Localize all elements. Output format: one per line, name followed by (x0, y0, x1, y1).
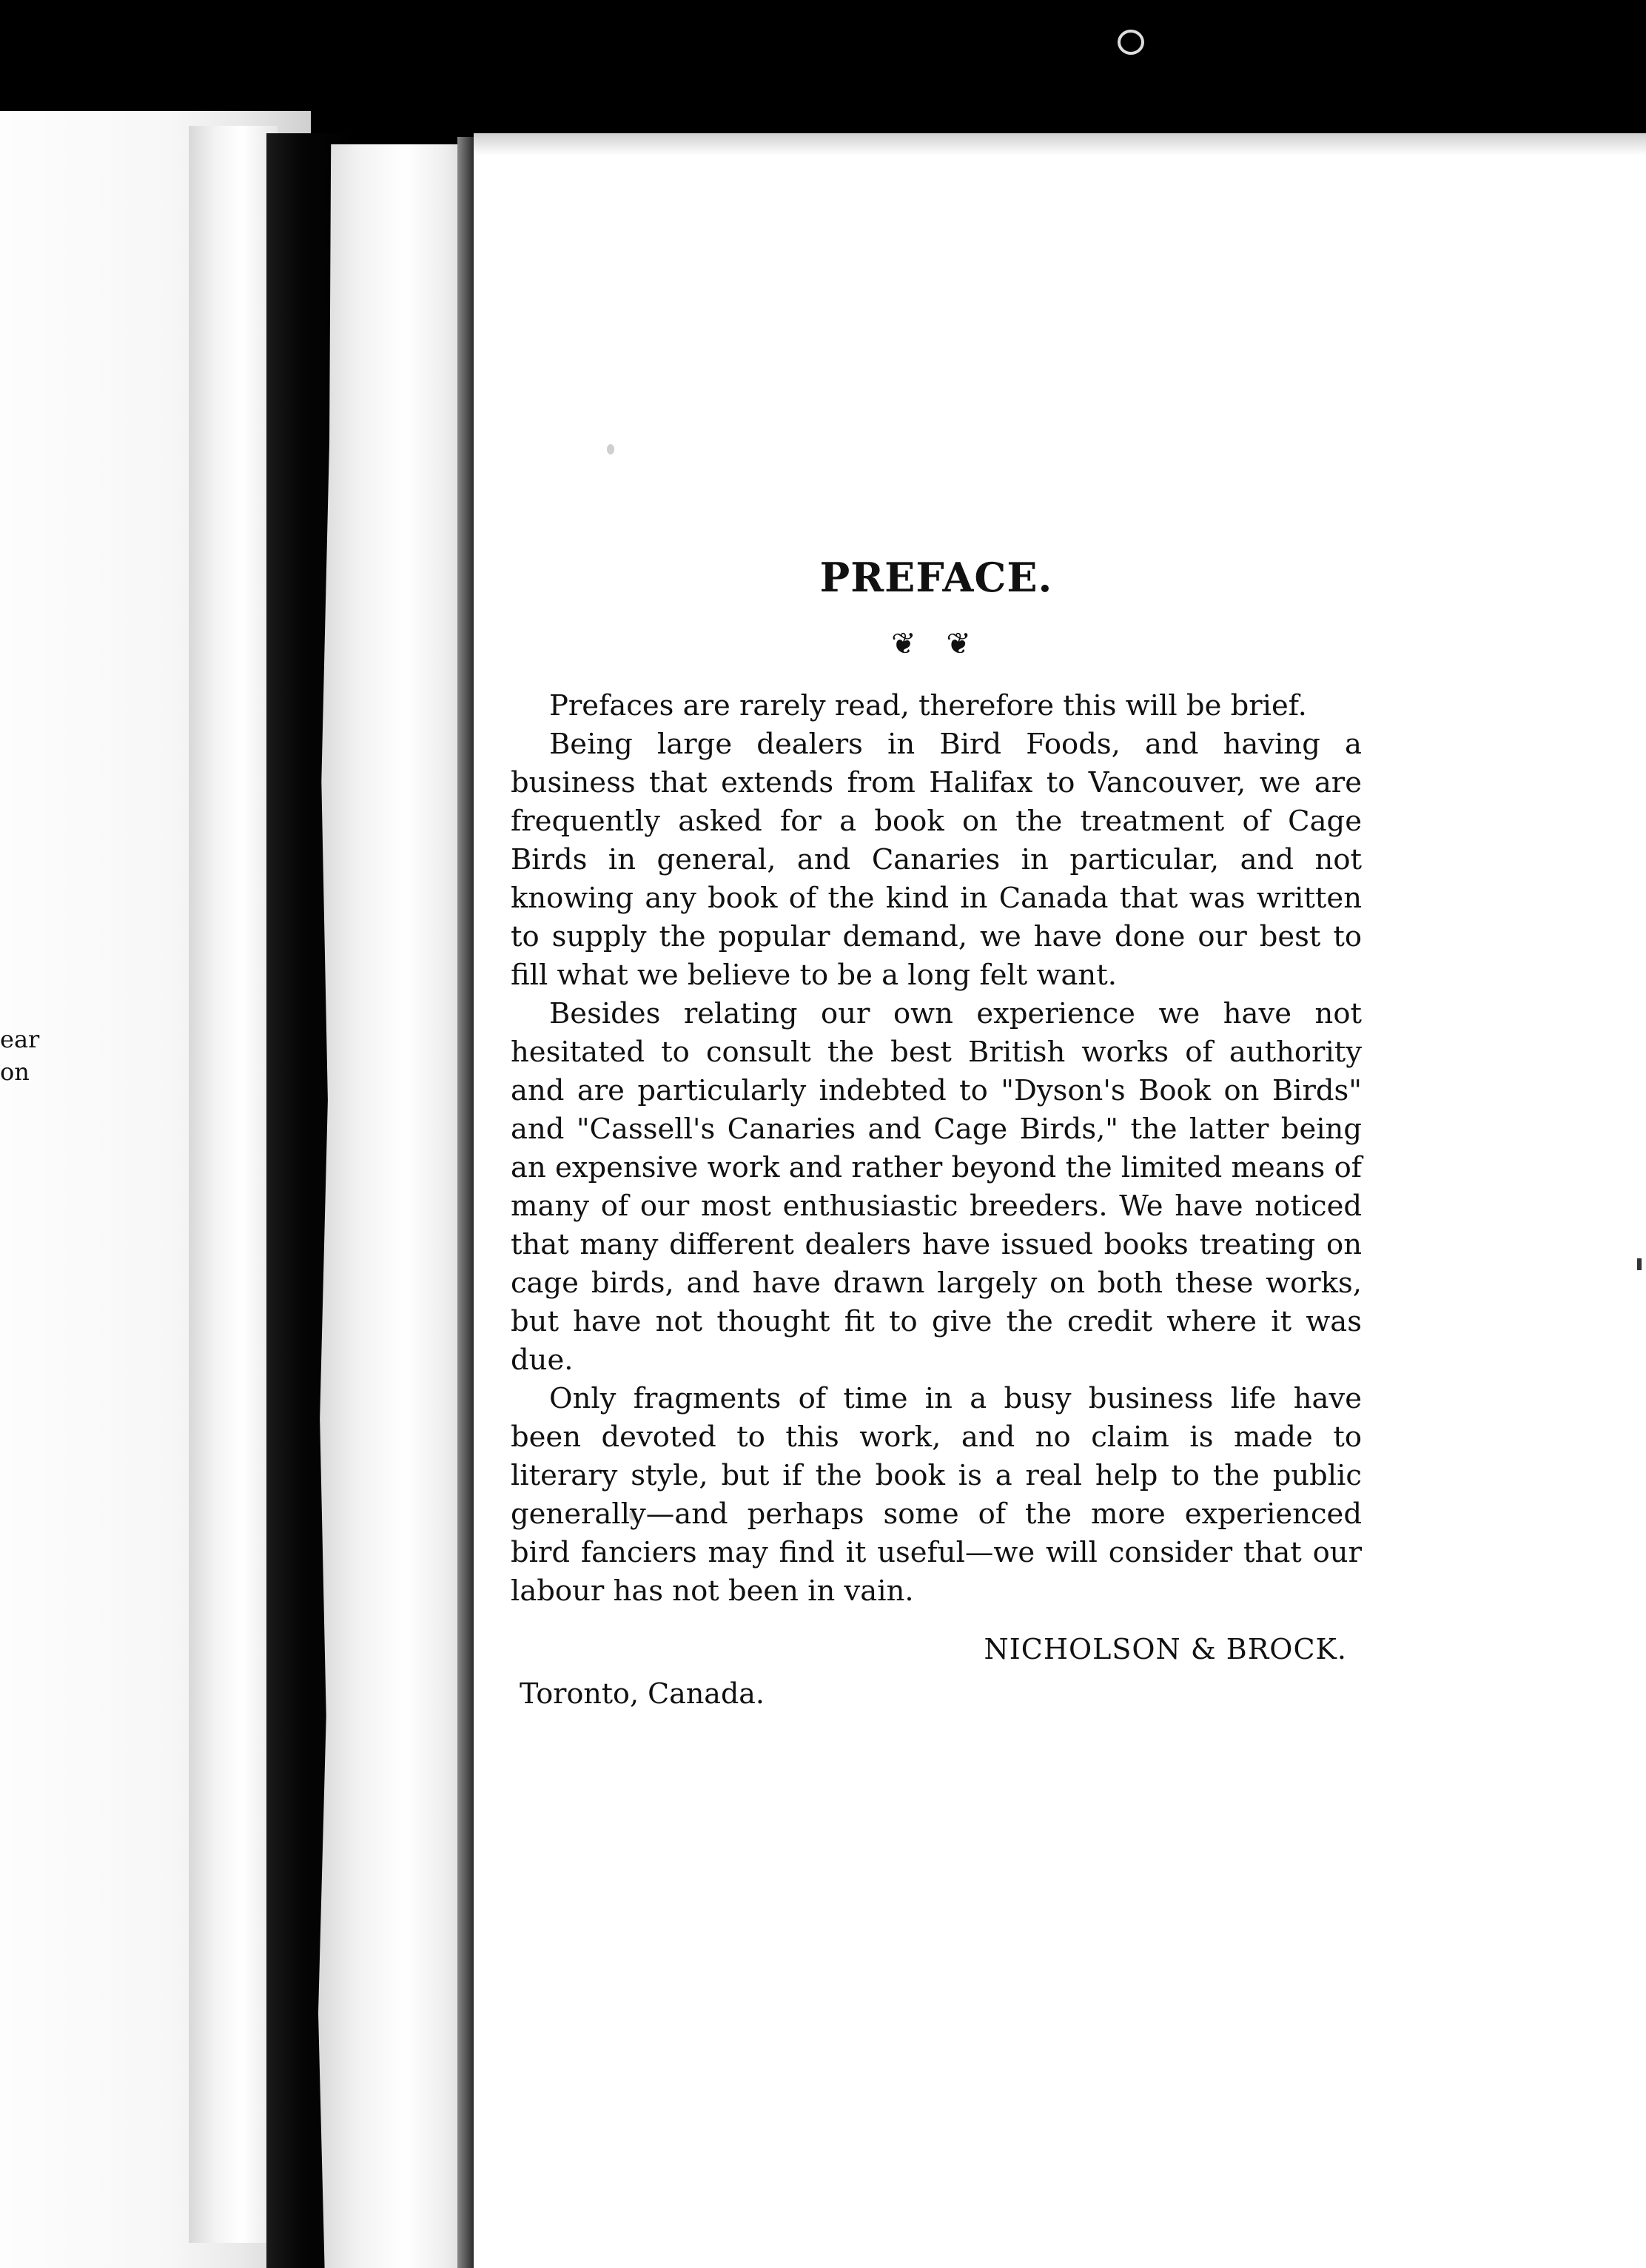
place-of-writing: Toronto, Canada. (520, 1677, 765, 1710)
preface-content (511, 548, 1362, 1713)
page-speck (607, 444, 614, 454)
preface-paragraph: Being large dealers in Bird Foods, and having a business that extends from Halifax to Vancouver, we are frequently asked for a book on the treatment of Cage Birds in general, and Canaries in particular, and not knowing any book of the kind in Canada that was written to supply the popular demand, we have done our best to fill what we believe to be a long felt want. (511, 728, 1362, 992)
page-edge-shadow (457, 137, 475, 2268)
left-page-text-fragment: on (0, 1058, 30, 1086)
page-top-shadow (474, 133, 1646, 155)
scan-artifact (1118, 30, 1144, 55)
preface-paragraph: Prefaces are rarely read, therefore this will be brief. (549, 689, 1307, 722)
scan-artifact (1637, 1258, 1642, 1270)
page-title: PREFACE. (819, 554, 1053, 601)
torn-page-strip (318, 144, 477, 2268)
author-signature: NICHOLSON & BROCK. (984, 1633, 1347, 1665)
left-page-edge (189, 126, 278, 2243)
fleuron-ornament-icon: ❦ ❦ (891, 627, 981, 661)
left-page-text-fragment: ear (0, 1025, 40, 1053)
preface-body (511, 687, 1362, 1611)
preface-paragraph: Only fragments of time in a busy business life have been devoted to this work, and no claim is made to literary style, but if the book is a real help to the public generally—and perhaps some of the more experienced bird fanciers may find it useful—we will consider that our labour has not been in vain. (511, 1382, 1362, 1608)
preface-paragraph: Besides relating our own experience we have not hesitated to consult the best British works of authority and are particularly indebted to "Dyson's Book on Birds" and "Cassell's Canaries and Cage Birds," the latter being an expensive work and rather beyond the limited means of many of our most enthusiastic breeders. We have noticed that many different dealers have issued books treating on cage birds, and have drawn largely on both these works, but have not thought fit to give the credit where it was due. (511, 997, 1362, 1377)
